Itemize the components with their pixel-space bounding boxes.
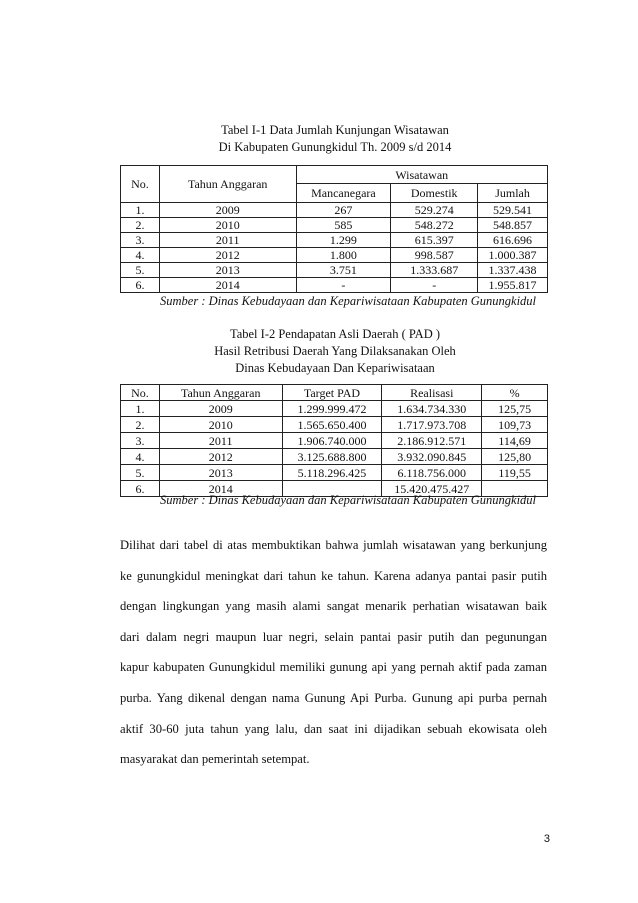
cell-no: 5. [121,263,160,278]
table2-pad [120,384,548,497]
table-row [121,433,548,449]
cell-realisasi: 1.717.973.708 [382,417,482,433]
cell-target: 3.125.688.800 [282,449,382,465]
cell-persen: 125,80 [482,449,548,465]
header-wisatawan: Wisatawan [296,166,548,184]
cell-mancanegara: 1.299 [296,233,391,248]
body-paragraph [120,530,547,775]
cell-tahun: 2010 [159,218,296,233]
table-row [121,233,548,248]
cell-no: 6. [121,278,160,293]
cell-jumlah: 616.696 [478,233,548,248]
header-jumlah: Jumlah [478,184,548,203]
cell-tahun: 2010 [159,417,282,433]
cell-realisasi: 3.932.090.845 [382,449,482,465]
cell-realisasi: 1.634.734.330 [382,401,482,417]
cell-domestik: 998.587 [391,248,478,263]
cell-tahun: 2014 [159,481,282,497]
page-number: 3 [543,833,550,845]
cell-tahun: 2012 [159,248,296,263]
paragraph-line: ke gunungkidul meningkat dari tahun ke tahun. Karena adanya pantai pasir putih [120,568,547,583]
cell-realisasi: 6.118.756.000 [382,465,482,481]
cell-jumlah: 529.541 [478,203,548,218]
paragraph-line: dengan lingkungan yang masih alami sangat menarik perhatian wisatawan baik [120,599,547,614]
cell-no: 1. [121,401,160,417]
table-row [121,401,548,417]
cell-mancanegara: - [296,278,391,293]
cell-no: 5. [121,465,160,481]
paragraph-line: kapur kabupaten Gunungkidul memiliki gunung api yang pernah aktif pada zaman [120,660,547,675]
table1-visitors [120,165,548,293]
paragraph-line: aktif 30-60 juta tahun yang lalu, dan saat ini dijadikan sebuah ekowisata oleh [120,721,547,736]
table1-caption-line2: Di Kabupaten Gunungkidul Th. 2009 s/d 2014 [218,140,452,154]
paragraph-line: dari dalam negri maupun luar negri, selain pantai pasir putih dan pegunungan [120,629,547,644]
cell-jumlah: 1.000.387 [478,248,548,263]
cell-persen: 125,75 [482,401,548,417]
cell-domestik: - [391,278,478,293]
paragraph-line: Dilihat dari tabel di atas membuktikan bahwa jumlah wisatawan yang berkunjung [120,538,547,552]
header-mancanegara: Mancanegara [296,184,391,203]
cell-target: 5.118.296.425 [282,465,382,481]
table2-caption [180,326,490,377]
header-no: No. [121,385,160,401]
table2-caption-line1: Tabel I-2 Pendapatan Asli Daerah ( PAD ) [229,327,441,341]
cell-domestik: 1.333.687 [391,263,478,278]
cell-mancanegara: 3.751 [296,263,391,278]
paragraph-line: purba. Yang dikenal dengan nama Gunung Api Purba. Gunung api purba pernah [120,690,547,705]
cell-persen: 119,55 [482,465,548,481]
cell-mancanegara: 1.800 [296,248,391,263]
cell-tahun: 2013 [159,465,282,481]
cell-tahun: 2009 [159,203,296,218]
cell-no: 1. [121,203,160,218]
cell-no: 2. [121,417,160,433]
cell-target: 1.906.740.000 [282,433,382,449]
cell-domestik: 548.272 [391,218,478,233]
table2-source: Sumber : Dinas Kebudayaan dan Kepariwisataan Kabupaten Gunungkidul [160,493,537,507]
table2-caption-line3: Dinas Kebudayaan Dan Kepariwisataan [235,361,435,375]
cell-tahun: 2011 [159,433,282,449]
table-row [121,417,548,433]
table-row [121,248,548,263]
header-realisasi: Realisasi [382,385,482,401]
cell-mancanegara: 585 [296,218,391,233]
cell-tahun: 2011 [159,233,296,248]
cell-target: 1.299.999.472 [282,401,382,417]
header-persen: % [482,385,548,401]
cell-no: 3. [121,233,160,248]
table-row [121,465,548,481]
table1-caption [200,122,470,156]
table-row [121,449,548,465]
cell-no: 4. [121,248,160,263]
cell-jumlah: 548.857 [478,218,548,233]
paragraph-line: masyarakat dan pemerintah setempat. [120,752,310,767]
cell-tahun: 2013 [159,263,296,278]
cell-tahun: 2009 [159,401,282,417]
cell-tahun: 2014 [159,278,296,293]
cell-jumlah: 1.955.817 [478,278,548,293]
header-tahun-anggaran: Tahun Anggaran [159,385,282,401]
cell-no: 2. [121,218,160,233]
cell-realisasi: 15.420.475.427 [382,481,482,497]
header-target-pad: Target PAD [282,385,382,401]
cell-domestik: 615.397 [391,233,478,248]
table1-caption-line1: Tabel I-1 Data Jumlah Kunjungan Wisatawan [221,123,449,137]
cell-target: 1.565.650.400 [282,417,382,433]
cell-tahun: 2012 [159,449,282,465]
cell-domestik: 529.274 [391,203,478,218]
cell-no: 6. [121,481,160,497]
table1-source: Sumber : Dinas Kebudayaan dan Kepariwisataan Kabupaten Gunungkidul [160,294,537,308]
header-domestik: Domestik [391,184,478,203]
cell-persen: 109,73 [482,417,548,433]
table2-caption-line2: Hasil Retribusi Daerah Yang Dilaksanakan Oleh [214,344,456,358]
cell-persen: 114,69 [482,433,548,449]
table-row [121,263,548,278]
cell-jumlah: 1.337.438 [478,263,548,278]
header-no: No. [121,166,160,203]
cell-no: 3. [121,433,160,449]
table-row [121,218,548,233]
cell-realisasi: 2.186.912.571 [382,433,482,449]
cell-no: 4. [121,449,160,465]
cell-mancanegara: 267 [296,203,391,218]
table-row [121,203,548,218]
table-row [121,278,548,293]
header-tahun-anggaran: Tahun Anggaran [159,166,296,203]
